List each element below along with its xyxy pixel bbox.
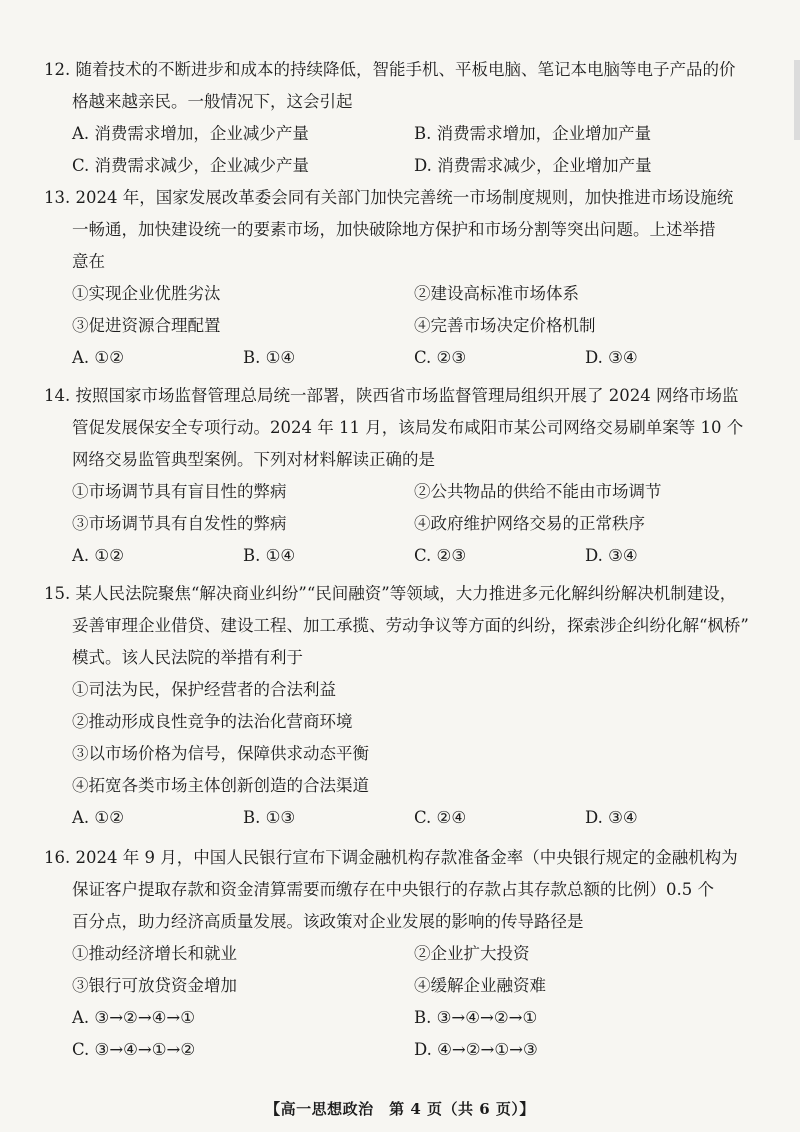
statements-row [44, 938, 756, 970]
options-row [44, 150, 756, 182]
stem-line: 管促发展保安全专项行动。2024 年 11 月，该局发布咸阳市某公司网络交易刷单案等 10 个 [72, 418, 744, 437]
statement-4: ④缓解企业融资难 [414, 976, 546, 995]
statement-4: ④拓宽各类市场主体创新创造的合法渠道 [72, 776, 369, 795]
option-c: C. ②③ [414, 546, 467, 565]
option-d: D. ③④ [585, 808, 638, 827]
statement-2: ②建设高标准市场体系 [414, 284, 579, 303]
stem-line: 15. 某人民法院聚焦“解决商业纠纷”“民间融资”等领域，大力推进多元化解纠纷解决机制建设， [44, 584, 737, 603]
option-b: B. ③→④→②→① [414, 1008, 538, 1027]
option-b: B. ①③ [243, 808, 296, 827]
stem-line: 保证客户提取存款和资金清算需要而缴存在中央银行的存款占其存款总额的比例）0.5 个 [72, 880, 714, 899]
stem-line: 13. 2024 年，国家发展改革委会同有关部门加快完善统一市场制度规则，加快推进市场设施统 [44, 188, 734, 207]
options-row [44, 1002, 756, 1034]
option-a: A. ①② [72, 348, 124, 367]
statement-3: ③市场调节具有自发性的弊病 [72, 514, 287, 533]
statement-2: ②推动形成良性竞争的法治化营商环境 [72, 712, 353, 731]
page-footer: 【高一思想政治 第 4 页（共 6 页）】 [265, 1100, 535, 1118]
statement-1: ①市场调节具有盲目性的弊病 [72, 482, 287, 501]
stem-line: 14. 按照国家市场监督管理总局统一部署，陕西省市场监督管理局组织开展了 2024 网络市场监 [44, 386, 739, 405]
option-b: B. ①④ [243, 348, 296, 367]
stem-line: 格越来越亲民。一般情况下，这会引起 [72, 92, 353, 111]
stem-line: 模式。该人民法院的举措有利于 [72, 648, 303, 667]
statement-3: ③银行可放贷资金增加 [72, 976, 237, 995]
option-c: C. 消费需求减少，企业减少产量 [72, 156, 310, 175]
question-16 [44, 842, 756, 1066]
option-c: C. ②④ [414, 808, 467, 827]
statement-3: ③促进资源合理配置 [72, 316, 221, 335]
stem-line: 网络交易监管典型案例。下列对材料解读正确的是 [72, 450, 435, 469]
statement-2: ②公共物品的供给不能由市场调节 [414, 482, 662, 501]
option-a: A. 消费需求增加，企业减少产量 [72, 124, 309, 143]
statements-row [44, 310, 756, 342]
question-15-stem [44, 578, 756, 674]
options-row [44, 118, 756, 150]
stem-line: 一畅通，加快建设统一的要素市场，加快破除地方保护和市场分割等突出问题。上述举措 [72, 220, 716, 239]
stem-line: 意在 [72, 252, 105, 271]
option-c: C. ③→④→①→② [72, 1040, 196, 1059]
question-13-stem [44, 182, 756, 278]
question-15 [44, 578, 756, 834]
option-d: D. ④→②→①→③ [414, 1040, 538, 1059]
statement-1: ①司法为民，保护经营者的合法利益 [72, 680, 336, 699]
option-a: A. ①② [72, 546, 124, 565]
statement-4: ④政府维护网络交易的正常秩序 [414, 514, 645, 533]
question-14 [44, 380, 756, 572]
stem-line: 妥善审理企业借贷、建设工程、加工承揽、劳动争议等方面的纠纷，探索涉企纠纷化解“枫桥” [72, 616, 749, 635]
options-row [44, 1034, 756, 1066]
question-16-stem [44, 842, 756, 938]
stem-line: 16. 2024 年 9 月，中国人民银行宣布下调金融机构存款准备金率（中央银行规定的金融机构为 [44, 848, 738, 867]
statements-row [44, 278, 756, 310]
statement-4: ④完善市场决定价格机制 [414, 316, 596, 335]
option-b: B. ①④ [243, 546, 296, 565]
stem-line: 百分点，助力经济高质量发展。该政策对企业发展的影响的传导路径是 [72, 912, 584, 931]
page-edge-shadow [794, 60, 800, 140]
statements-row [44, 970, 756, 1002]
statement-3: ③以市场价格为信号，保障供求动态平衡 [72, 744, 369, 763]
option-a: A. ①② [72, 808, 124, 827]
question-14-stem [44, 380, 756, 476]
options-row [44, 802, 756, 834]
question-12 [44, 54, 756, 182]
statement-1: ①推动经济增长和就业 [72, 944, 237, 963]
option-a: A. ③→②→④→① [72, 1008, 196, 1027]
option-d: D. ③④ [585, 348, 638, 367]
statement-1: ①实现企业优胜劣汰 [72, 284, 221, 303]
option-d: D. ③④ [585, 546, 638, 565]
option-c: C. ②③ [414, 348, 467, 367]
options-row [44, 540, 756, 572]
options-row [44, 342, 756, 374]
question-12-stem [44, 54, 756, 118]
option-d: D. 消费需求减少，企业增加产量 [414, 156, 652, 175]
option-b: B. 消费需求增加，企业增加产量 [414, 124, 652, 143]
question-13 [44, 182, 756, 374]
statement-2: ②企业扩大投资 [414, 944, 530, 963]
stem-line: 12. 随着技术的不断进步和成本的持续降低，智能手机、平板电脑、笔记本电脑等电子产品的价 [44, 60, 736, 79]
statements-row [44, 476, 756, 508]
statements-row [44, 508, 756, 540]
